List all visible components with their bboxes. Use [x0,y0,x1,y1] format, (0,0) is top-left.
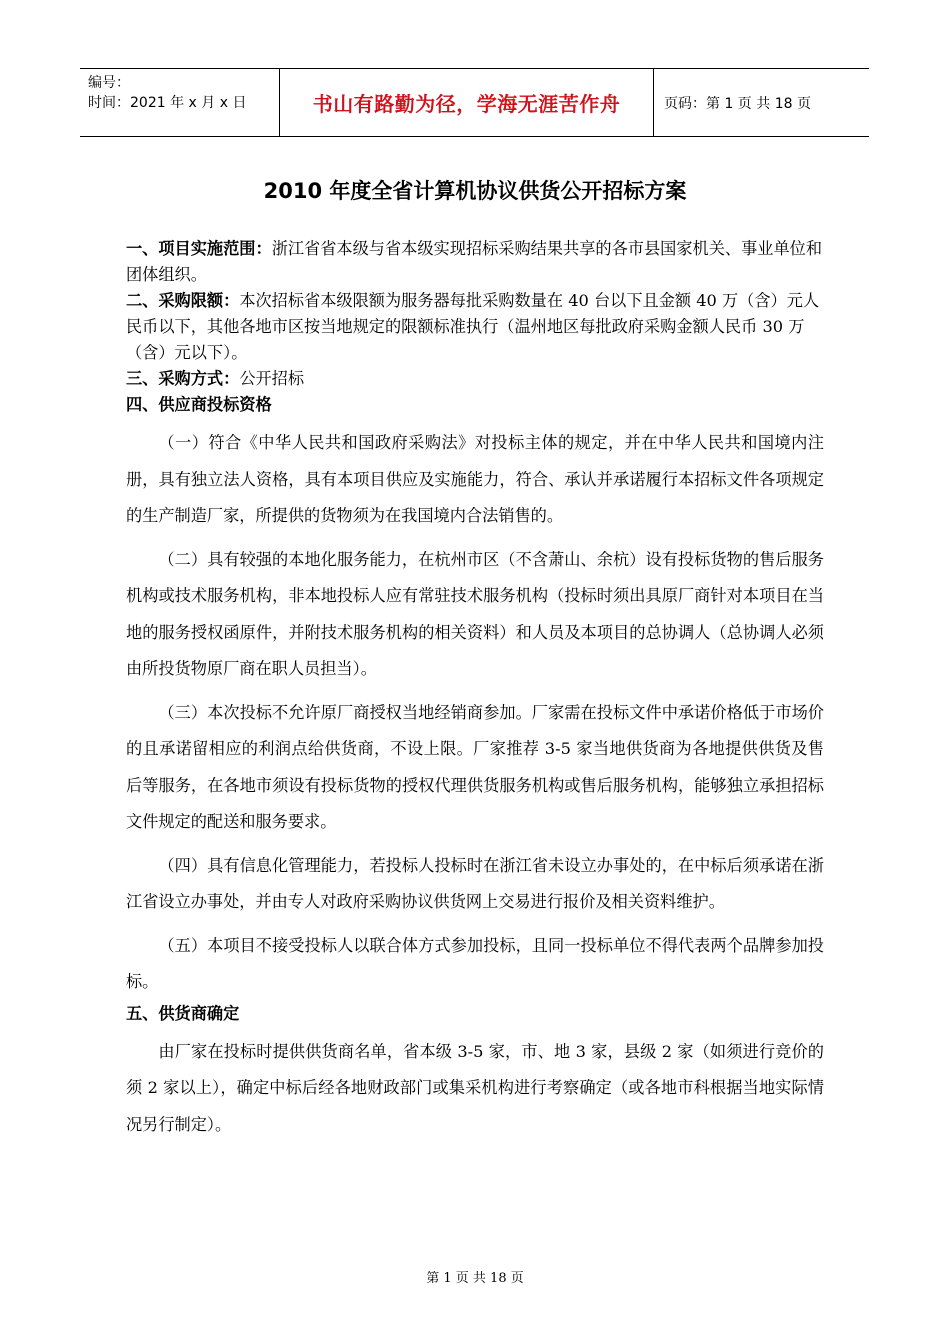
section-4 [126,392,824,418]
section-1 [126,236,824,288]
document-header [80,68,869,137]
header-page-info: 页码：第 1 页 共 18 页 [664,95,811,112]
section-5-paragraph-1: 由厂家在投标时提供供货商名单，省本级 3-5 家，市、地 3 家，县级 2 家（如须进行竞价的须 2 家以上），确定中标后经各地财政部门或集采机构进行考察确定（或各地市科根据当地实际情况另行制定）。 [126,1041,824,1134]
section-4-paragraph-1: （一）符合《中华人民共和国政府采购法》对投标主体的规定，并在中华人民共和国境内注册，具有独立法人资格，具有本项目供应及实施能力，符合、承认并承诺履行本招标文件各项规定的生产制造厂家，所提供的货物须为在我国境内合法销售的。 [126,433,824,525]
section-2-text: 本次招标省本级限额为服务器每批采购数量在 40 台以下且金额 40 万（含）元人民币以下，其他各地市区按当地规定的限额标准执行（温州地区每批政府采购金额人民币 30 万（含）元以下）。 [126,291,820,362]
section-3-heading: 三、采购方式： [126,369,240,388]
document-title: 2010 年度全省计算机协议供货公开招标方案 [263,179,687,203]
section-1-text: 浙江省省本级与省本级实现招标采购结果共享的各市县国家机关、事业单位和团体组织。 [126,239,823,284]
section-4-paragraph-3: （三）本次投标不允许原厂商授权当地经销商参加。厂家需在投标文件中承诺价格低于市场价的且承诺留相应的利润点给供货商，不设上限。厂家推荐 3-5 家当地供货商为各地提供供货及售后等服务，在各地市须设有投标货物的授权代理供货服务机构或售后服务机构，能够独立承担招标文件规定的配送和服务要求。 [126,702,824,831]
document-time-label: 时间：2021 年 x 月 x 日 [88,95,247,111]
header-left-cell [80,69,280,136]
section-4-paragraph-2: （二）具有较强的本地化服务能力，在杭州市区（不含萧山、余杭）设有投标货物的售后服务机构或技术服务机构，非本地投标人应有常驻技术服务机构（投标时须出具原厂商针对本项目在当地的服务授权函原件，并附技术服务机构的相关资料）和人员及本项目的总协调人（总协调人必须由所投货物原厂商在职人员担当）。 [126,549,824,678]
section-1-heading: 一、项目实施范围： [126,239,272,258]
section-4-heading: 四、供应商投标资格 [126,395,272,414]
section-4-paragraph-4: （四）具有信息化管理能力，若投标人投标时在浙江省未设立办事处的，在中标后须承诺在浙江省设立办事处，并由专人对政府采购协议供货网上交易进行报价及相关资料维护。 [126,855,824,911]
section-2 [126,288,824,366]
header-motto: 书山有路勤为径，学海无涯苦作舟 [280,69,654,136]
document-body [126,236,824,1143]
section-3-text: 公开招标 [239,369,305,388]
section-5 [126,1001,824,1027]
section-4-paragraph-5: （五）本项目不接受投标人以联合体方式参加投标，且同一投标单位不得代表两个品牌参加投标。 [126,935,824,991]
document-number-label: 编号： [88,75,130,91]
page-footer: 第 1 页 共 18 页 [426,1271,524,1286]
section-5-heading: 五、供货商确定 [126,1003,240,1023]
section-3 [126,366,824,392]
section-2-heading: 二、采购限额： [126,291,240,310]
